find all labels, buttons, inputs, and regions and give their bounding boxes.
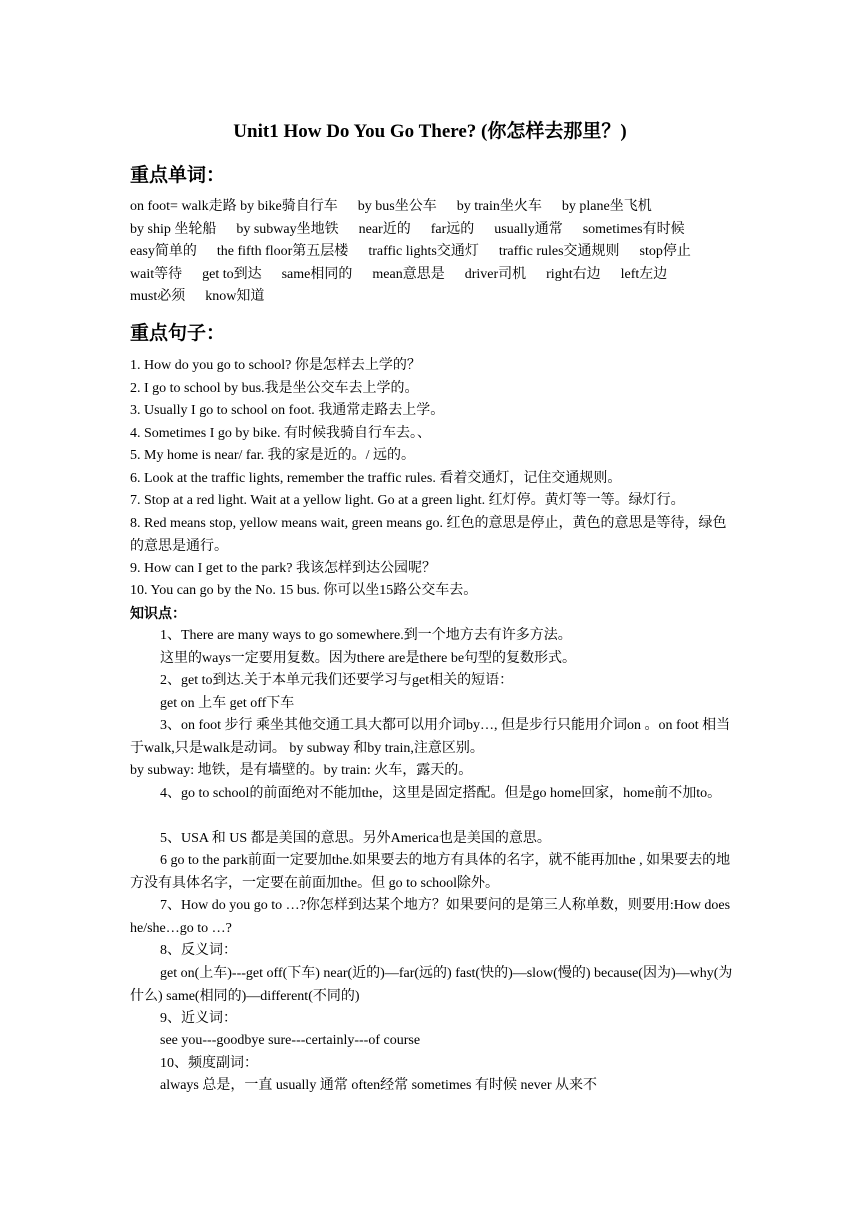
sentence: 7. Stop at a red light. Wait at a yellow light. Go at a green light. 红灯停。黄灯等一等。绿灯行。 — [130, 493, 685, 508]
note-item: 1、There are many ways to go somewhere.到一个地方去有许多方法。 — [160, 628, 572, 643]
note-item: get on(上车)---get off(下车) near(近的)—far(远的) fast(快的)—slow(慢的) because(因为)—why(为什么) same(相同的)—different(不同的) — [130, 966, 733, 1004]
vocab-item: driver司机 — [464, 266, 527, 282]
note-item: 3、on foot 步行 乘坐其他交通工具大都可以用介词by…, 但是步行只能用介词on 。on foot 相当于walk,只是walk是动词。 by subway 和by train,注意区别。 — [130, 718, 731, 756]
note-item: get on 上车 get off下车 — [160, 696, 295, 711]
vocab-item: near近的 — [358, 221, 411, 237]
vocab-heading: 重点单词： — [130, 165, 226, 186]
vocab-item: mean意思是 — [372, 266, 445, 282]
vocab-item: easy简单的 — [130, 244, 197, 259]
sentence: 9. How can I get to the park? 我该怎样到达公园呢？ — [130, 561, 436, 576]
vocab-item: right右边 — [546, 266, 601, 282]
note-item: 6 go to the park前面一定要加the.如果要去的地方有具体的名字，就不能再加the , 如果要去的地方没有具体名字，一定要在前面加the。但 go to school除外。 — [130, 853, 731, 891]
vocab-item: usually通常 — [494, 221, 563, 237]
vocab-item: traffic lights交通灯 — [368, 244, 479, 259]
note-item: by subway: 地铁，是有墙壁的。by train: 火车，露天的。 — [130, 763, 473, 778]
note-item: see you---goodbye sure---certainly---of course — [160, 1033, 421, 1048]
vocab-item: on foot= walk走路 by bike骑自行车 — [130, 199, 338, 214]
sentence: 10. You can go by the No. 15 bus. 你可以坐15路公交车去。 — [130, 583, 478, 598]
vocab-item: by ship 坐轮船 — [130, 221, 217, 237]
note-item: always 总是，一直 usually 通常 often经常 sometimes 有时候 never 从来不 — [160, 1078, 598, 1093]
note-item: 4、go to school的前面绝对不能加the，这里是固定搭配。但是go home回家，home前不加to。 — [160, 786, 722, 801]
sentence: 8. Red means stop, yellow means wait, green means go. 红色的意思是停止，黄色的意思是等待，绿色的意思是通行。 — [130, 516, 727, 554]
vocab-item: by plane坐飞机 — [561, 199, 652, 214]
note-item: 10、频度副词： — [160, 1056, 258, 1071]
note-item: 9、近义词： — [160, 1011, 237, 1026]
sentence: 3. Usually I go to school on foot. 我通常走路去上学。 — [130, 403, 445, 418]
sentence: 6. Look at the traffic lights, remember the traffic rules. 看着交通灯，记住交通规则。 — [130, 471, 622, 486]
sentence: 1. How do you go to school? 你是怎样去上学的？ — [130, 358, 421, 373]
vocab-item: stop停止 — [639, 244, 691, 259]
vocab-list — [130, 196, 733, 309]
sentence: 4. Sometimes I go by bike. 有时候我骑自行车去。、 — [130, 426, 431, 441]
vocab-item: must必须 — [130, 289, 186, 304]
vocab-item: know知道 — [205, 289, 265, 304]
note-item: 5、USA 和 US 都是美国的意思。另外America也是美国的意思。 — [160, 831, 551, 846]
page-title: Unit1 How Do You Go There? (你怎样去那里？) — [233, 121, 627, 142]
note-item: 8、反义词： — [160, 943, 237, 958]
note-item: 7、How do you go to …?你怎样到达某个地方？如果要问的是第三人称单数，则要用:How does he/she…go to …? — [130, 898, 731, 936]
note-item: 2、get to到达.关于本单元我们还要学习与get相关的短语： — [160, 673, 514, 688]
sentence: 2. I go to school by bus.我是坐公交车去上学的。 — [130, 381, 419, 396]
vocab-item: by bus坐公车 — [357, 199, 437, 214]
sentence-heading: 重点句子： — [130, 323, 226, 344]
vocab-item: left左边 — [620, 266, 668, 282]
vocab-item: the fifth floor第五层楼 — [216, 244, 349, 259]
vocab-item: far远的 — [430, 221, 475, 237]
sentence: 5. My home is near/ far. 我的家是近的。/ 远的。 — [130, 448, 416, 463]
vocab-item: by train坐火车 — [456, 199, 542, 214]
vocab-item: same相同的 — [281, 266, 353, 282]
vocab-item: by subway坐地铁 — [236, 221, 339, 237]
vocab-item: wait等待 — [130, 266, 183, 282]
vocab-item: traffic rules交通规则 — [498, 244, 620, 259]
note-item: 这里的ways一定要用复数。因为there are是there be句型的复数形式。 — [160, 651, 577, 666]
vocab-item: sometimes有时候 — [582, 221, 685, 237]
knowledge-heading: 知识点： — [130, 607, 186, 622]
vocab-item: get to到达 — [202, 266, 262, 282]
